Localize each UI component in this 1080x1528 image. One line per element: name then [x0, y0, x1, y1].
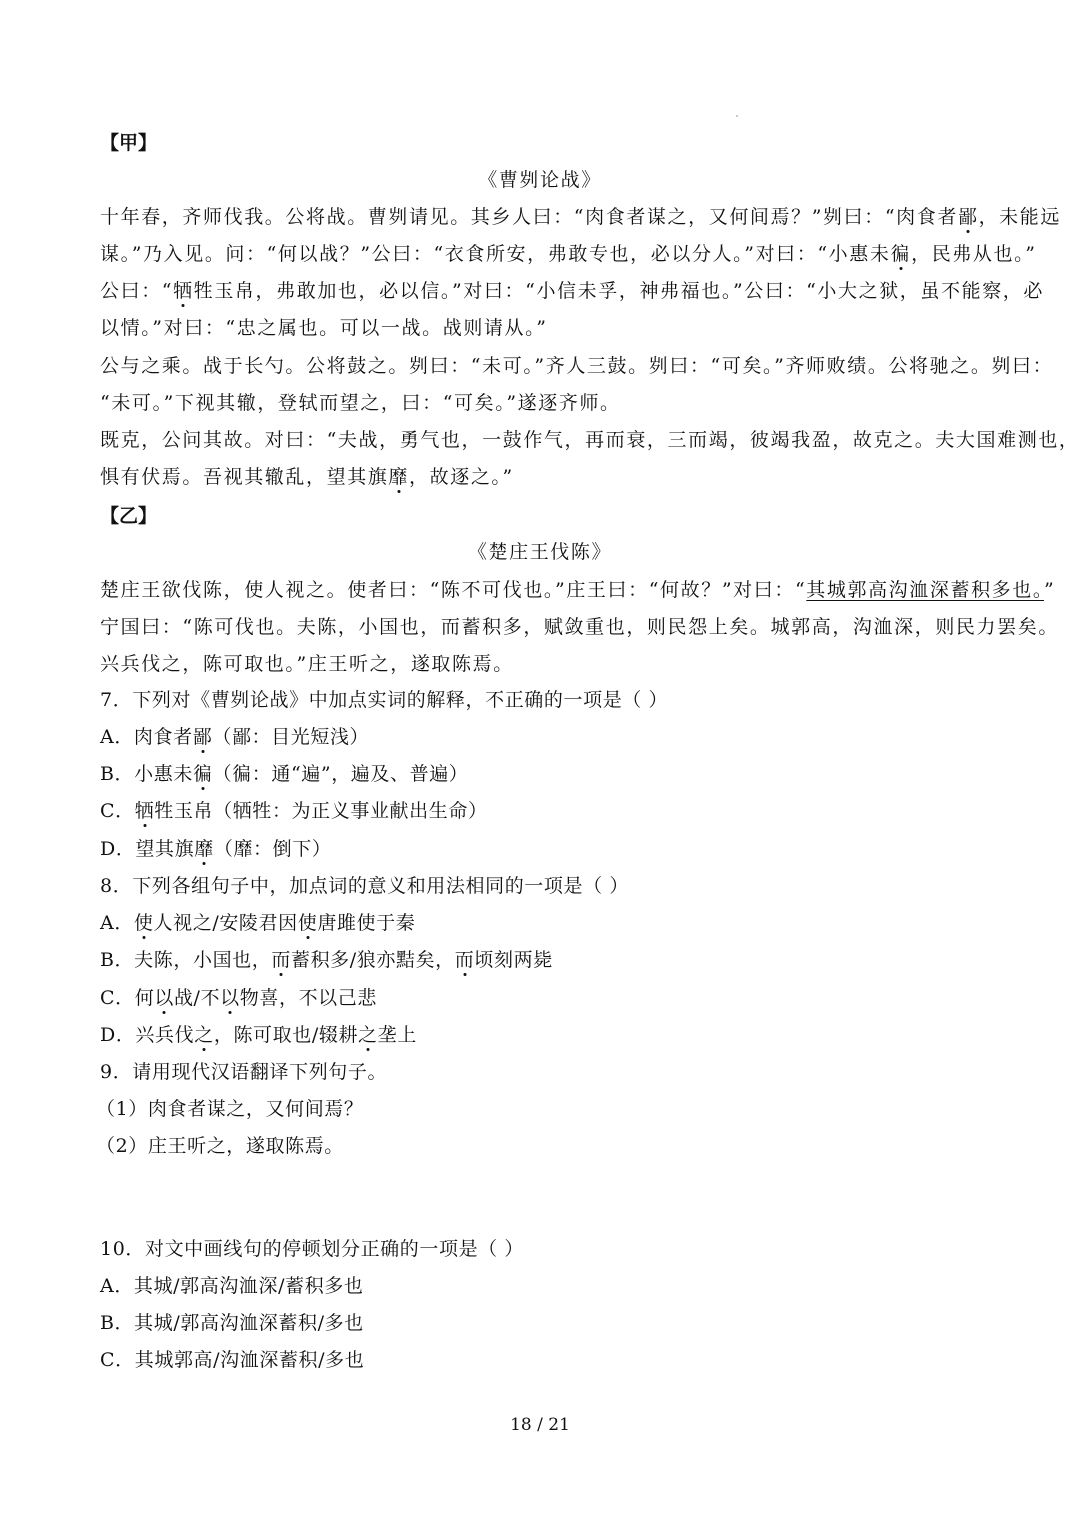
question-7-option-c: C．牺牲玉帛（牺牲：为正义事业献出生命）: [100, 800, 488, 822]
passage-a-line-7: 既克，公问其故。对曰：“夫战，勇气也，一鼓作气，再而衰，三而竭，彼竭我盈，故克之。夫大国难测也，: [100, 429, 1080, 451]
question-7-stem: 7．下列对《曹刿论战》中加点实词的解释，不正确的一项是（ ）: [100, 689, 669, 711]
emphasis-dot-char: 使: [133, 912, 154, 934]
emphasis-dot-char: 牺: [173, 280, 194, 302]
emphasis-dot-char: 之: [358, 1024, 378, 1046]
question-7-option-a: A．肉食者鄙（鄙：目光短浅）: [100, 726, 370, 748]
underlined-sentence: 其城郭高沟洫深蓄积多也。: [806, 579, 1044, 601]
question-9-sentence-1: （1）肉食者谋之，又何间焉？: [96, 1098, 364, 1120]
question-9-stem: 9．请用现代汉语翻译下列句子。: [100, 1061, 388, 1083]
passage-a-line-2: 谋。”乃入见。问：“何以战？”公曰：“衣食所安，弗敢专也，必以分人。”对曰：“小惠未徧，民弗从也。”: [100, 243, 1037, 265]
question-7-option-d: D．望其旗靡（靡：倒下）: [100, 838, 332, 860]
question-8-option-a: A．使人视之/安陵君因使唐雎使于秦: [100, 912, 416, 934]
question-8-option-b: B．夫陈，小国也，而蓄积多/狼亦黠矣，而顷刻两毙: [100, 949, 553, 971]
emphasis-dot-char: 而: [271, 949, 291, 971]
emphasis-dot-char: 靡: [388, 466, 410, 488]
emphasis-dot-char: 鄙: [192, 726, 213, 748]
section-b-title: 《楚庄王伐陈》: [467, 541, 613, 563]
section-a-title: 《曹刿论战》: [478, 169, 602, 191]
section-a-label: 【甲】: [100, 132, 158, 154]
passage-b-line-2: 宁国曰：“陈可伐也。夫陈，小国也，而蓄积多，赋敛重也，则民怨上矣。城郭高，沟洫深，则民力罢矣。: [100, 616, 1059, 638]
emphasis-dot-char: 牺: [134, 800, 155, 822]
question-9-sentence-2: （2）庄王听之，遂取陈焉。: [96, 1135, 344, 1157]
passage-b-line-3: 兴兵伐之，陈可取也。”庄王听之，遂取陈焉。: [100, 653, 514, 675]
passage-a-line-1: 十年春，齐师伐我。公将战。曹刿请见。其乡人曰：“肉食者谋之，又何间焉？”刿曰：“肉食者鄙，未能远: [100, 206, 1061, 228]
emphasis-dot-char: 以: [154, 987, 174, 1009]
passage-a-line-6: “未可。”下视其辙，登轼而望之，曰：“可矣。”遂逐齐师。: [100, 392, 621, 414]
question-8-stem: 8．下列各组句子中，加点词的意义和用法相同的一项是（ ）: [100, 875, 629, 897]
question-10-option-c: C．其城郭高/沟洫深蓄积/多也: [100, 1349, 365, 1371]
emphasis-dot-char: 以: [220, 987, 240, 1009]
section-b-label: 【乙】: [100, 505, 158, 527]
passage-a-line-4: 以情。”对曰：“忠之属也。可以一战。战则请从。”: [100, 317, 548, 339]
page-number: 18 / 21: [510, 1415, 570, 1435]
passage-a-line-5: 公与之乘。战于长勺。公将鼓之。刿曰：“未可。”齐人三鼓。刿曰：“可矣。”齐师败绩。公将驰之。刿曰：: [100, 355, 1054, 377]
emphasis-dot-char: 徧: [890, 243, 912, 265]
emphasis-dot-char: 之: [194, 1024, 214, 1046]
passage-a-line-3: 公曰：“牺牲玉帛，弗敢加也，必以信。”对曰：“小信未孚，神弗福也。”公曰：“小大之狱，虽不能察，必: [100, 280, 1044, 302]
passage-a-line-8: 惧有伏焉。吾视其辙乱，望其旗靡，故逐之。”: [100, 466, 514, 488]
emphasis-dot-char: 鄙: [957, 206, 979, 228]
question-7-option-b: B．小惠未徧（徧：通“遍”，遍及、普遍）: [100, 763, 469, 785]
question-10-option-a: A．其城/郭高沟洫深/蓄积多也: [100, 1275, 364, 1297]
question-8-option-d: D．兴兵伐之，陈可取也/辍耕之垄上: [100, 1024, 417, 1046]
question-10-option-b: B．其城/郭高沟洫深蓄积/多也: [100, 1312, 364, 1334]
emphasis-dot-char: 而: [454, 949, 475, 971]
scan-speck: [736, 115, 738, 117]
emphasis-dot-char: 使: [297, 912, 318, 934]
passage-b-line-1: 楚庄王欲伐陈，使人视之。使者曰：“陈不可伐也。”庄王曰：“何故？”对曰：“其城郭高沟洫深蓄积多也。”: [100, 579, 1056, 601]
question-10-stem: 10．对文中画线句的停顿划分正确的一项是（ ）: [100, 1238, 525, 1260]
emphasis-dot-char: 靡: [194, 838, 214, 860]
question-8-option-c: C．何以战/不以物喜，不以己悲: [100, 987, 377, 1009]
emphasis-dot-char: 徧: [192, 763, 213, 785]
